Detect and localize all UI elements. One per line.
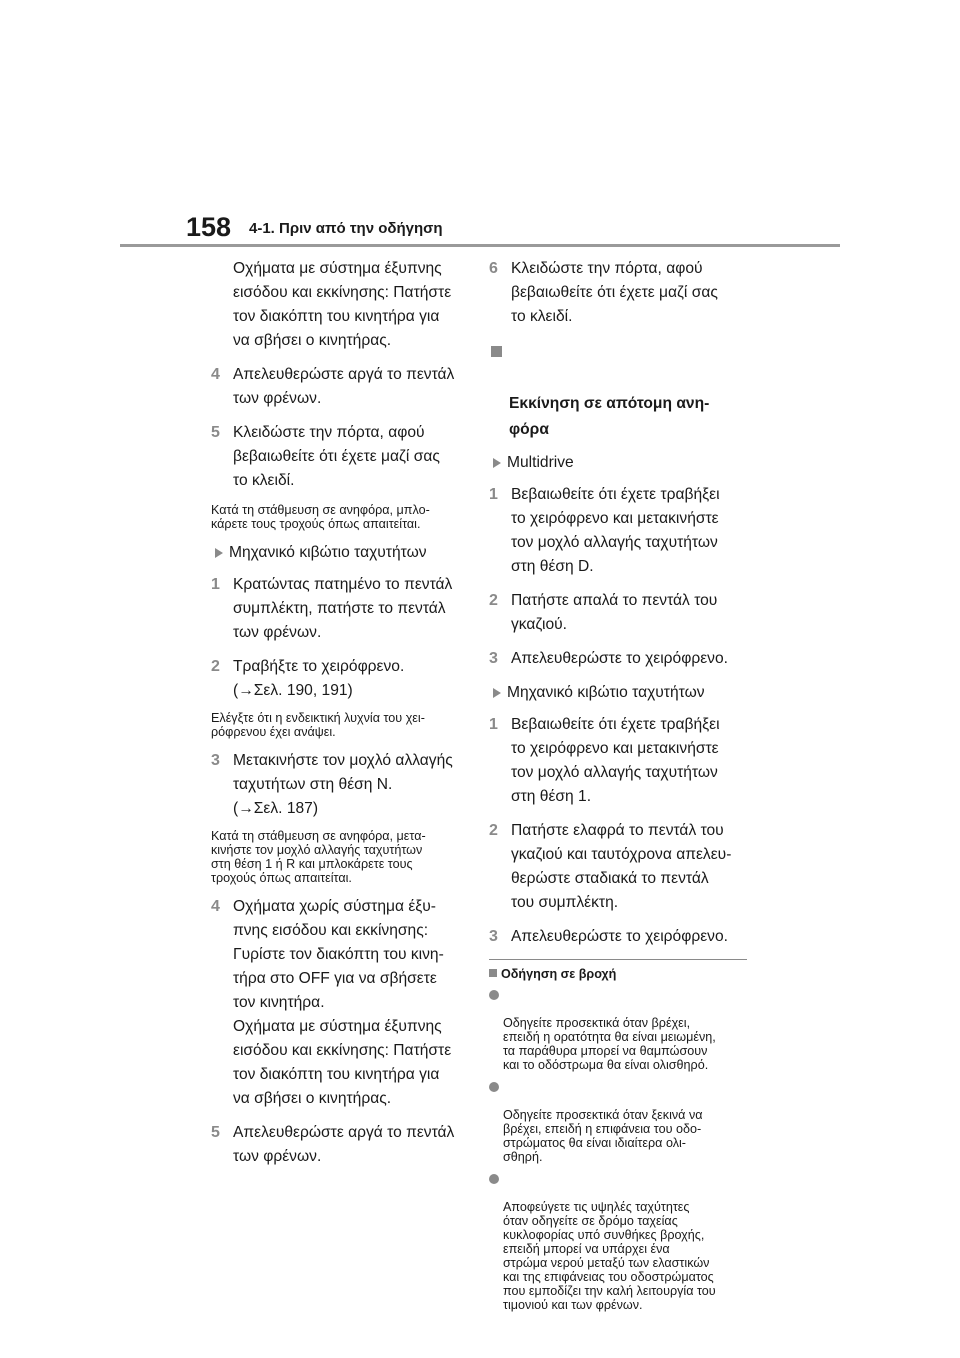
step-number: 3 — [211, 752, 220, 769]
page-number: 158 — [186, 212, 232, 242]
circle-bullet-icon — [489, 1082, 499, 1092]
note-handbrake-light: Ελέγξτε ότι η ενδεικτική λυχνία του χει- ρόφρενου έχει ανάψει. — [211, 711, 425, 739]
rain-driving-heading — [489, 966, 751, 982]
triangle-bullet-icon — [215, 548, 223, 558]
rain-item — [489, 1080, 751, 1164]
step-4-release-brake — [211, 363, 473, 411]
left-column — [211, 257, 473, 1179]
step-text: Απελευθερώστε αργά το πεντάλ των φρένων. — [233, 366, 455, 407]
step-number: 1 — [489, 716, 498, 733]
rain-item — [489, 988, 751, 1072]
step-number: 5 — [211, 424, 220, 441]
step-2-handbrake — [211, 655, 473, 703]
step-text: Πατήστε ελαφρά το πεντάλ του γκαζιού και ταυτόχρονα απελευ- θερώστε σταδιακά το πεντάλ του συμπλέκτη. — [511, 822, 732, 911]
step-number: 3 — [489, 928, 498, 945]
step-number: 3 — [489, 650, 498, 667]
md-step-3 — [489, 647, 751, 671]
step-text: Απελευθερώστε αργά το πεντάλ των φρένων. — [233, 1124, 455, 1165]
step-text: Οχήματα χωρίς σύστημα έξυ- πνης εισόδου και εκκίνησης: Γυρίστε τον διακόπτη του κινη- τήρα στο OFF για να σβήσετε τον κινητήρα. Οχήματα με σύστημα έξυπνης εισόδου και εκκίνησης: Πατήστε τον διακόπτη του κινητήρα για να σβήσει ο κινητήρας. — [233, 898, 452, 1107]
step-number: 1 — [489, 486, 498, 503]
step-3-gear-n — [211, 749, 473, 821]
step-5-release-brake — [211, 1121, 473, 1169]
md-step-2 — [489, 589, 751, 637]
section-title: 4-1. Πριν από την οδήγηση — [249, 220, 443, 237]
step-text: Κλειδώστε την πόρτα, αφού βεβαιωθείτε ότι έχετε μαζί σας το κλειδί. — [233, 424, 440, 489]
square-bullet-icon — [489, 969, 497, 977]
mt-step-2 — [489, 819, 751, 915]
circle-bullet-icon — [489, 1174, 499, 1184]
header-rule — [120, 244, 840, 247]
heading-text: Εκκίνηση σε απότομη ανη- φόρα — [509, 395, 710, 438]
step-number: 4 — [211, 898, 220, 915]
intro-text: Οχήματα με σύστημα έξυπνης εισόδου και εκκίνησης: Πατήστε τον διακόπτη του κινητήρα για να σβήσει ο κινητήρας. — [233, 260, 452, 349]
step-1-clutch — [211, 573, 473, 645]
note-uphill-parking: Κατά τη στάθμευση σε ανηφόρα, μπλο- κάρετε τους τροχούς όπως απαιτείται. — [211, 503, 430, 531]
step-text: Απελευθερώστε το χειρόφρενο. — [511, 928, 728, 945]
rain-item — [489, 1172, 751, 1312]
section-divider — [489, 959, 747, 960]
heading-text: Οδήγηση σε βροχή — [501, 967, 617, 981]
section-heading-hill-start — [489, 339, 751, 443]
step-text: Βεβαιωθείτε ότι έχετε τραβήξει το χειρόφρενο και μετακινήστε τον μοχλό αλλαγής ταχυτήτων στη θέση D. — [511, 486, 720, 575]
step-number: 2 — [489, 822, 498, 839]
label-text: Μηχανικό κιβώτιο ταχυτήτων — [507, 684, 705, 701]
circle-bullet-icon — [489, 990, 499, 1000]
item-text: Οδηγείτε προσεκτικά όταν ξεκινά να βρέχει, επειδή η επιφάνεια του οδο- στρώματος θα είναι ιδιαίτερα ολι- σθηρή. — [503, 1108, 703, 1164]
label-text: Multidrive — [507, 454, 574, 471]
step-number: 4 — [211, 366, 220, 383]
multidrive-label — [489, 451, 751, 475]
item-text: Οδηγείτε προσεκτικά όταν βρέχει, επειδή η ορατότητα θα είναι μειωμένη, τα παράθυρα μπορεί να θαμπώσουν και το οδόστρωμα θα είναι ολισθηρό. — [503, 1016, 716, 1072]
step-number: 2 — [211, 658, 220, 675]
step-number: 1 — [211, 576, 220, 593]
square-bullet-icon — [491, 346, 502, 357]
step-text: Τραβήξτε το χειρόφρενο. (→Σελ. 190, 191) — [233, 658, 405, 699]
item-text: Αποφεύγετε τις υψηλές ταχύτητες όταν οδηγείτε σε δρόμο ταχείας κυκλοφορίας υπό συνθήκες βροχής, επειδή μπορεί να υπάρχει ένα στρώμα νερού μεταξύ των ελαστικών και της επιφάνειας του οδοστρώματος που εμποδίζει την καλή λειτουργία του τιμονιού και των φρένων. — [503, 1200, 716, 1312]
right-column — [489, 257, 751, 1320]
step-number: 2 — [489, 592, 498, 609]
step-text: Μετακινήστε τον μοχλό αλλαγής ταχυτήτων στη θέση N. (→Σελ. 187) — [233, 752, 453, 817]
mt-step-3 — [489, 925, 751, 949]
step-text: Απελευθερώστε το χειρόφρενο. — [511, 650, 728, 667]
step-text: Βεβαιωθείτε ότι έχετε τραβήξει το χειρόφρενο και μετακινήστε τον μοχλό αλλαγής ταχυτήτων στη θέση 1. — [511, 716, 720, 805]
step-4-engine-off — [211, 895, 473, 1111]
md-step-1 — [489, 483, 751, 579]
manual-transmission-label — [489, 681, 751, 705]
step-text: Κλειδώστε την πόρτα, αφού βεβαιωθείτε ότι έχετε μαζί σας το κλειδί. — [511, 260, 718, 325]
step-text: Πατήστε απαλά το πεντάλ του γκαζιού. — [511, 592, 718, 633]
label-text: Μηχανικό κιβώτιο ταχυτήτων — [229, 544, 427, 561]
mt-step-1 — [489, 713, 751, 809]
step-5-lock-door — [211, 421, 473, 493]
step-text: Κρατώντας πατημένο το πεντάλ συμπλέκτη, πατήστε το πεντάλ των φρένων. — [233, 576, 453, 641]
triangle-bullet-icon — [493, 458, 501, 468]
manual-transmission-label — [211, 541, 473, 565]
triangle-bullet-icon — [493, 688, 501, 698]
note-gear-uphill: Κατά τη στάθμευση σε ανηφόρα, μετα- κινήστε τον μοχλό αλλαγής ταχυτήτων στη θέση 1 ή R και μπλοκάρετε τους τροχούς όπως απαιτείται. — [211, 829, 426, 885]
step-number: 6 — [489, 260, 498, 277]
step-number: 5 — [211, 1124, 220, 1141]
step-6-lock-door — [489, 257, 751, 329]
